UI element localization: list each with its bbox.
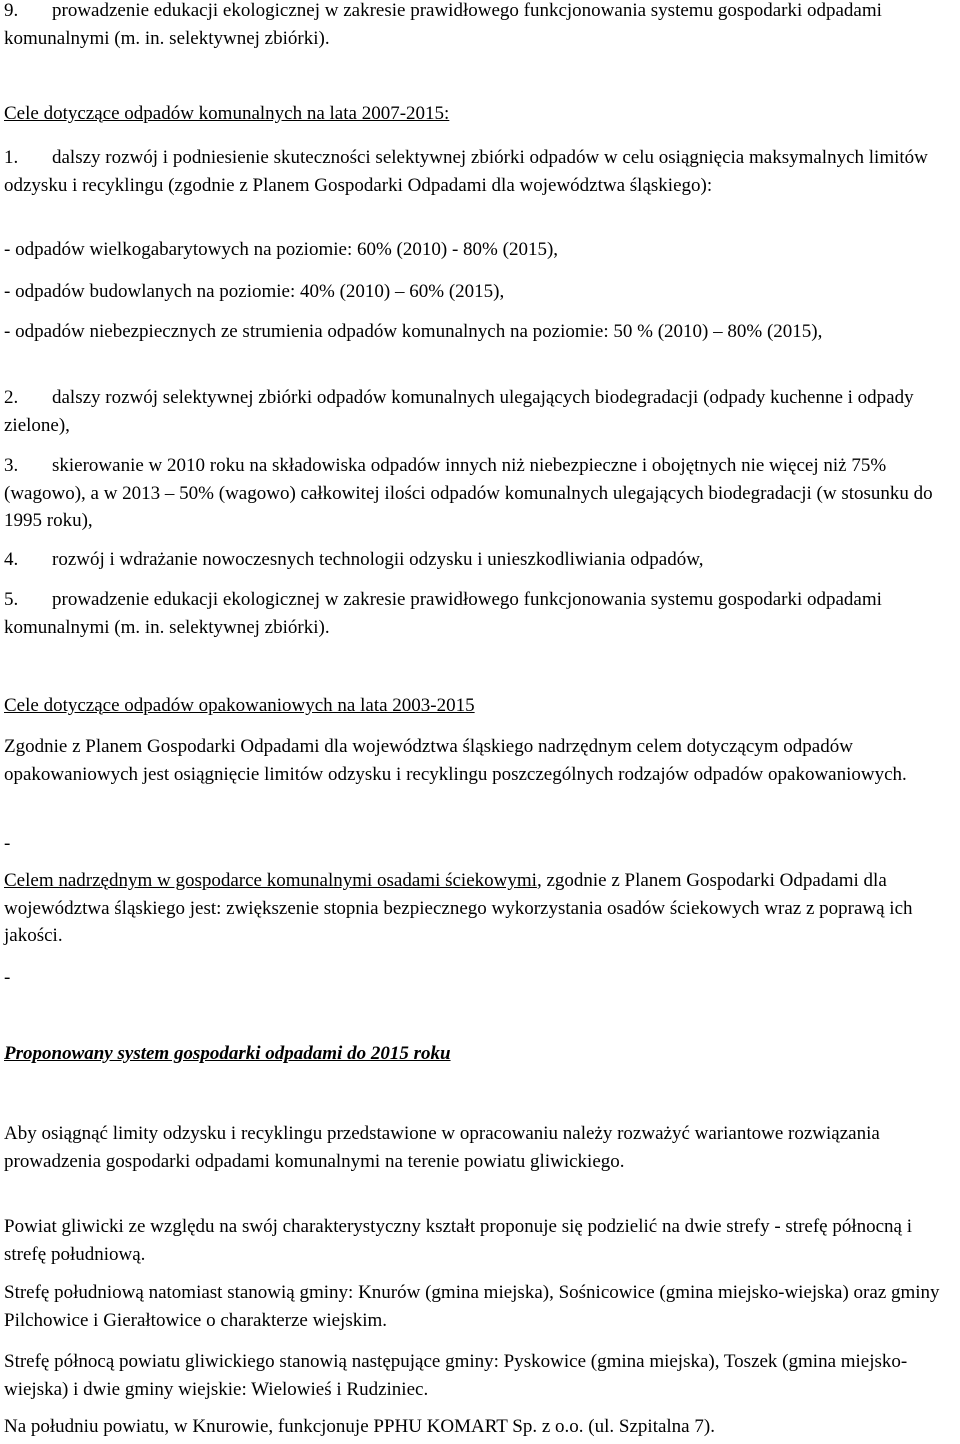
dash-separator: - [4, 967, 11, 988]
list-item-text: dalszy rozwój i podniesienie skuteczności selektywnej zbiórki odpadów w celu osiągnięcia maksymalnych limitów odzysku i recyklingu (zgodnie z Planem Gospodarki Odpadami dla województwa śląskiego): [4, 147, 928, 196]
list-item-text: rozwój i wdrażanie nowoczesnych technologii odzysku i unieszkodliwiania odpadów, [52, 549, 704, 570]
sub-item-construction-waste: - odpadów budowlanych na poziomie: 40% (2010) – 60% (2015), [4, 281, 505, 302]
paragraph-proposal-3: Strefę południową natomiast stanowią gminy: Knurów (gmina miejska), Sośnicowice (gmina miejsko-wiejska) oraz gminy Pilchowice i Gierałtowice o charakterze wiejskim. [4, 1282, 940, 1331]
list-item-2 [4, 384, 950, 439]
section-heading-packaging: Cele dotyczące odpadów opakowaniowych na lata 2003-2015 [4, 695, 475, 716]
list-number: 9. [4, 0, 19, 21]
paragraph-packaging: Zgodnie z Planem Gospodarki Odpadami dla województwa śląskiego nadrzędnym celem dotyczącym odpadów opakowaniowych jest osiągnięcie limitów odzysku i recyklingu poszczególnych rodzajów odpadów opakowaniowych. [4, 736, 907, 785]
list-number: 5. [4, 589, 19, 610]
list-item-5 [4, 586, 950, 641]
list-item-text: dalszy rozwój selektywnej zbiórki odpadów komunalnych ulegających biodegradacji (odpady kuchenne i odpady zielone), [4, 387, 914, 436]
sewage-text: , zgodnie z Planem Gospodarki Odpadami dla województwa śląskiego jest: zwiększenie stopnia bezpiecznego wykorzystania osadów ściekowych wraz z poprawą ich jakości. [4, 870, 913, 946]
list-item-text: prowadzenie edukacji ekologicznej w zakresie prawidłowego funkcjonowania systemu gospodarki odpadami komunalnymi (m. in. selektywnej zbiórki). [4, 589, 882, 638]
list-number: 2. [4, 387, 19, 408]
list-number: 3. [4, 455, 19, 476]
list-item-1 [4, 144, 950, 199]
list-number: 4. [4, 549, 19, 570]
dash-separator: - [4, 833, 11, 854]
list-item-text: prowadzenie edukacji ekologicznej w zakresie prawidłowego funkcjonowania systemu gospodarki odpadami komunalnymi (m. in. selektywnej zbiórki). [4, 0, 882, 49]
sub-item-hazardous-waste: - odpadów niebezpiecznych ze strumienia odpadów komunalnych na poziomie: 50 % (2010) – 80% (2015), [4, 321, 823, 342]
section-heading-municipal: Cele dotyczące odpadów komunalnych na lata 2007-2015: [4, 103, 450, 124]
list-item-text: skierowanie w 2010 roku na składowiska odpadów innych niż niebezpieczne i obojętnych nie więcej niż 75% (wagowo), a w 2013 – 50% (wagowo) całkowitej ilości odpadów komunalnych ulegających biodegradacji (w stosunku do 1995 roku), [4, 455, 933, 531]
paragraph-proposal-1: Aby osiągnąć limity odzysku i recyklingu przedstawione w opracowaniu należy rozważyć wariantowe rozwiązania prowadzenia gospodarki odpadami komunalnymi na terenie powiatu gliwickiego. [4, 1123, 880, 1172]
list-item-9 [4, 0, 950, 52]
paragraph-proposal-5: Na południu powiatu, w Knurowie, funkcjonuje PPHU KOMART Sp. z o.o. (ul. Szpitalna 7). [4, 1416, 715, 1437]
list-number: 1. [4, 147, 19, 168]
section-heading-proposal: Proponowany system gospodarki odpadami do 2015 roku [4, 1043, 451, 1064]
paragraph-proposal-4: Strefę północą powiatu gliwickiego stanowią następujące gminy: Pyskowice (gmina miejska), Toszek (gmina miejsko-wiejska) i dwie gminy wiejskie: Wielowieś i Rudziniec. [4, 1351, 908, 1400]
sub-item-bulky-waste: - odpadów wielkogabarytowych na poziomie: 60% (2010) - 80% (2015), [4, 239, 559, 260]
list-item-4 [4, 546, 950, 574]
list-item-3 [4, 452, 950, 535]
paragraph-sewage [4, 867, 950, 950]
paragraph-proposal-2: Powiat gliwicki ze względu na swój charakterystyczny kształt proponuje się podzielić na dwie strefy - strefę północną i strefę południową. [4, 1216, 913, 1265]
sewage-heading: Celem nadrzędnym w gospodarce komunalnymi osadami ściekowymi [4, 870, 537, 891]
